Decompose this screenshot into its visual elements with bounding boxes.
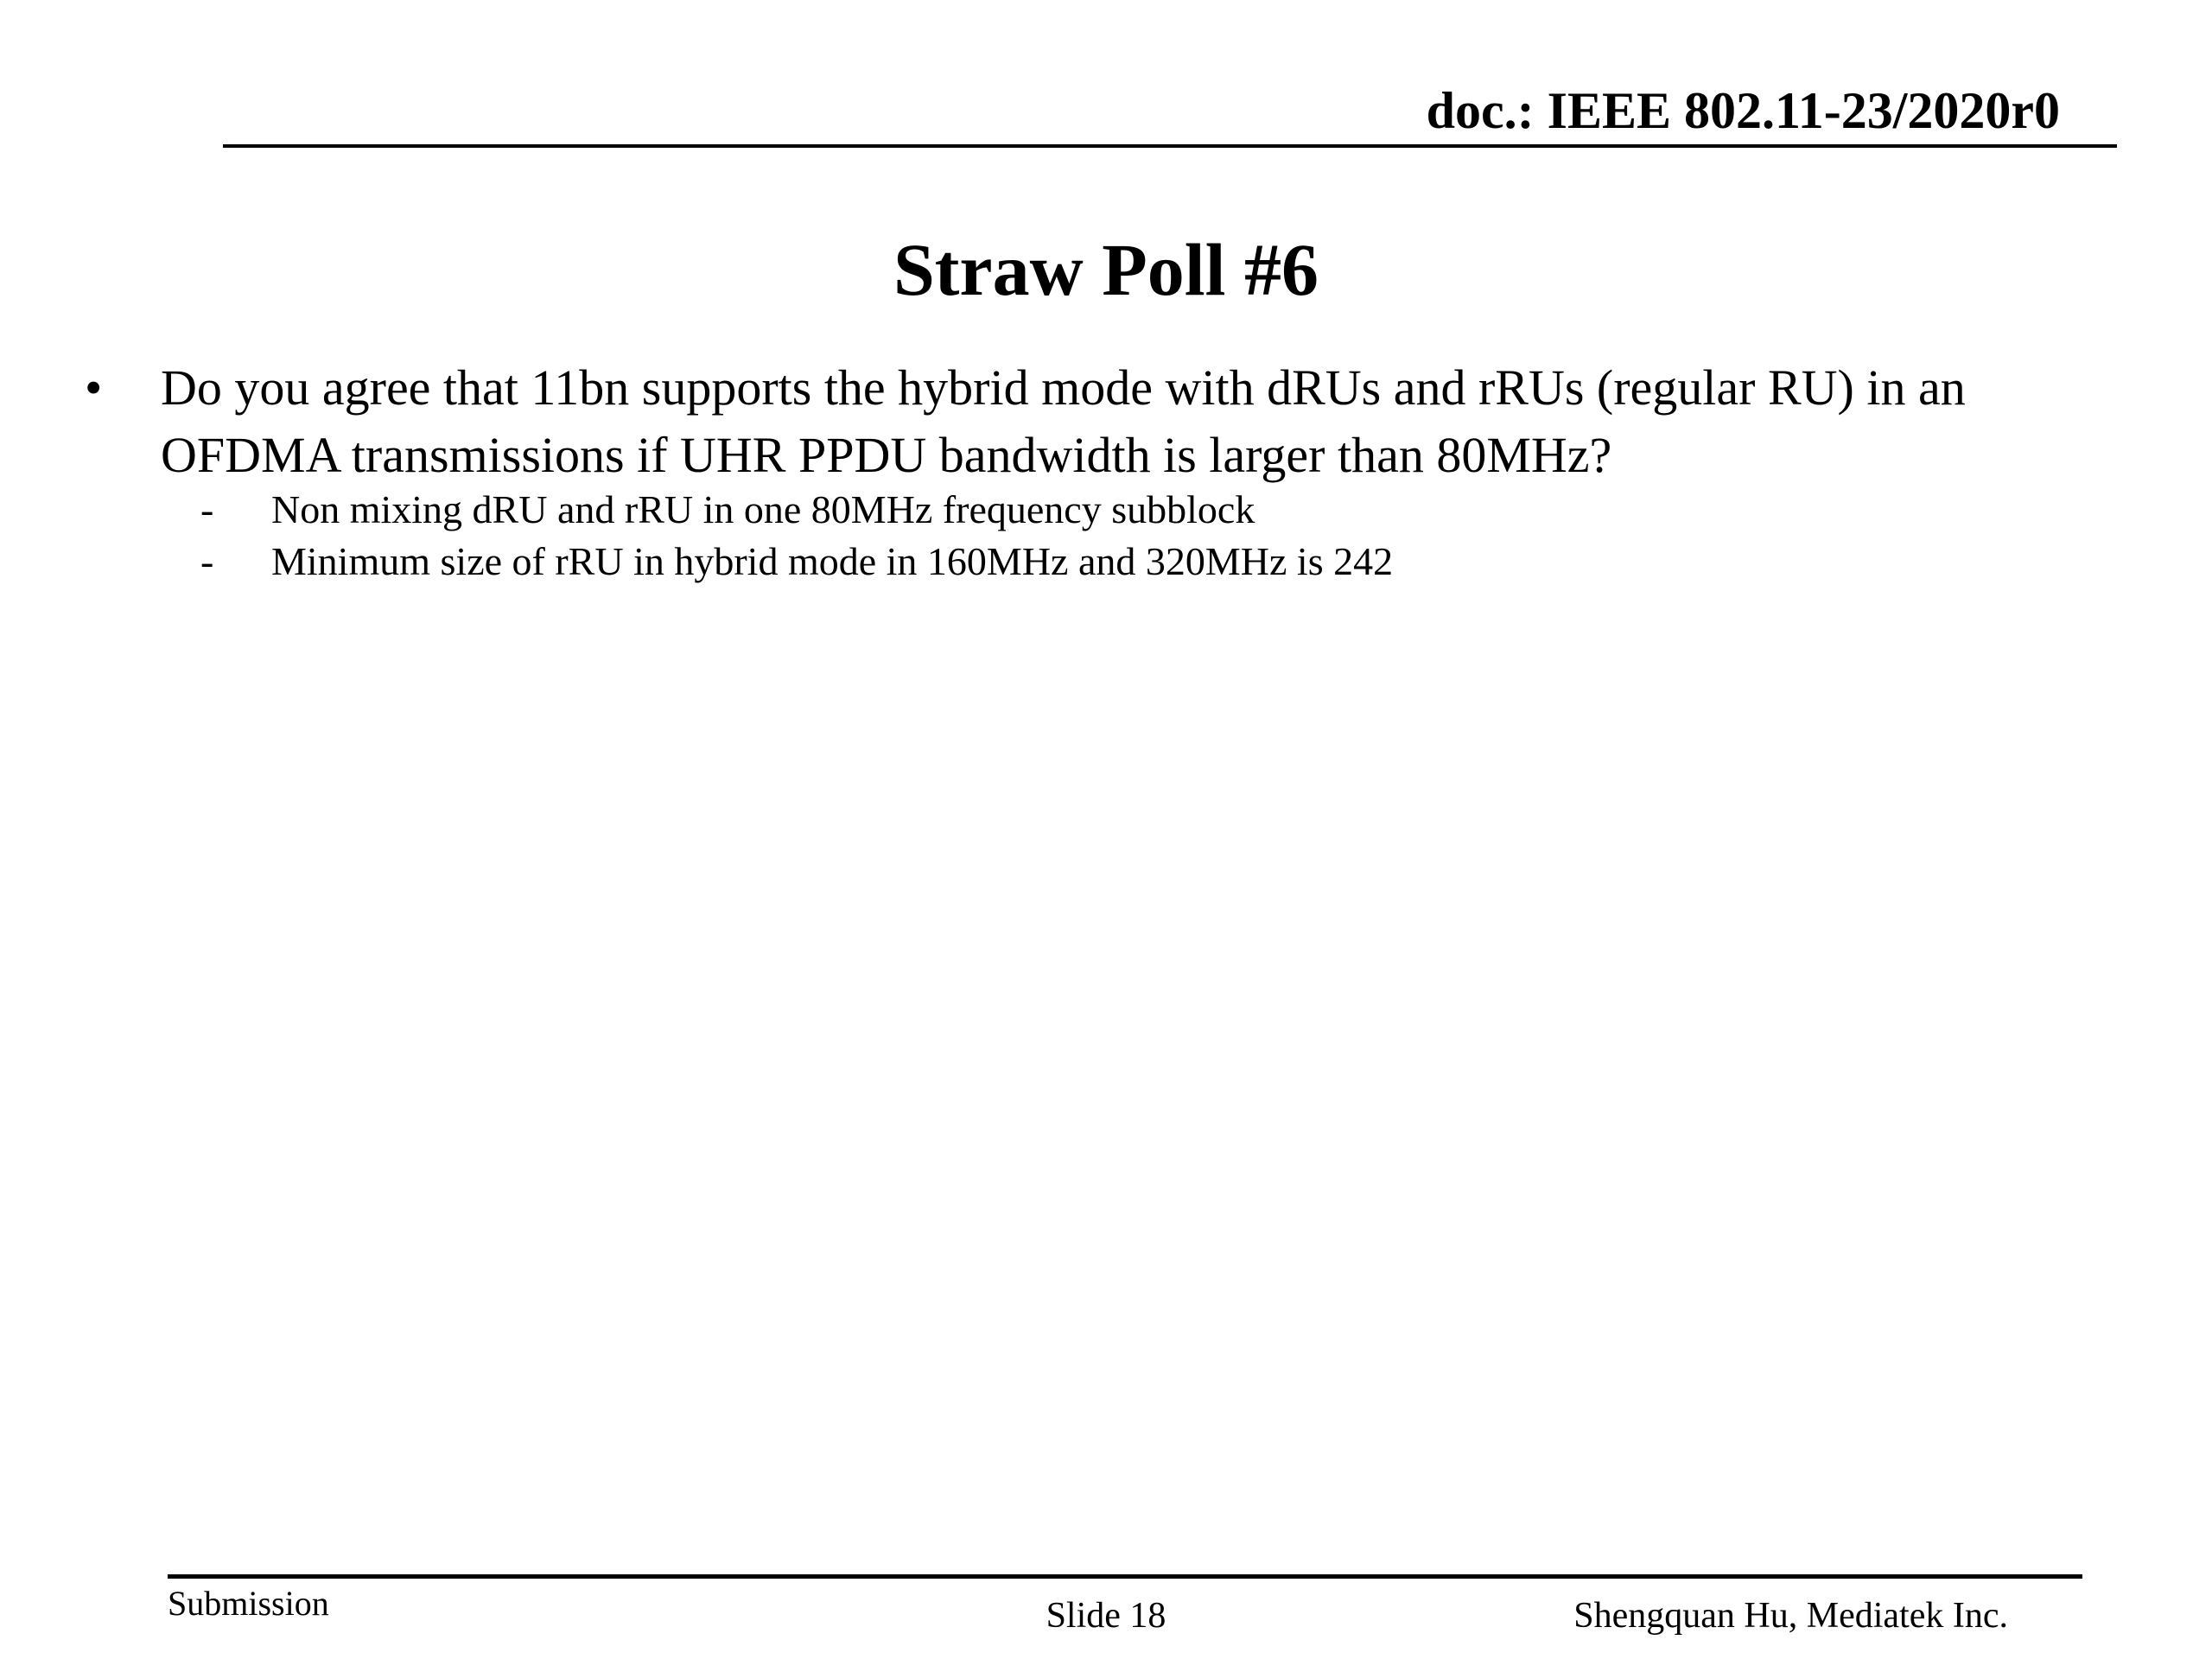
bullet-icon: • <box>85 359 103 416</box>
slide-number: Slide 18 <box>1046 1596 1166 1636</box>
dash-icon: - <box>200 487 214 531</box>
sub-bullet-text: Non mixing dRU and rRU in one 80MHz frequency subblock <box>271 487 1255 531</box>
footer-submission: Submission <box>168 1584 329 1623</box>
footer-divider <box>168 1574 2082 1579</box>
sub-bullet-text: Minimum size of rRU in hybrid mode in 160MHz and 320MHz is 242 <box>271 539 1394 583</box>
bullet-item <box>85 354 2141 489</box>
bullet-text: Do you agree that 11bn supports the hybrid mode with dRUs and rRUs (regular RU) in an OFDMA transmissions if UHR PPDU bandwidth is larger than 80MHz? <box>161 359 1966 483</box>
header-divider <box>223 144 2117 148</box>
document-id: doc.: IEEE 802.11-23/2020r0 <box>1426 82 2060 139</box>
dash-icon: - <box>200 539 214 583</box>
slide-title: Straw Poll #6 <box>893 227 1319 311</box>
sub-bullet-list <box>200 484 2101 588</box>
sub-bullet-item <box>200 484 2101 536</box>
sub-bullet-item <box>200 536 2101 588</box>
footer-author: Shengquan Hu, Mediatek Inc. <box>1573 1596 2008 1636</box>
